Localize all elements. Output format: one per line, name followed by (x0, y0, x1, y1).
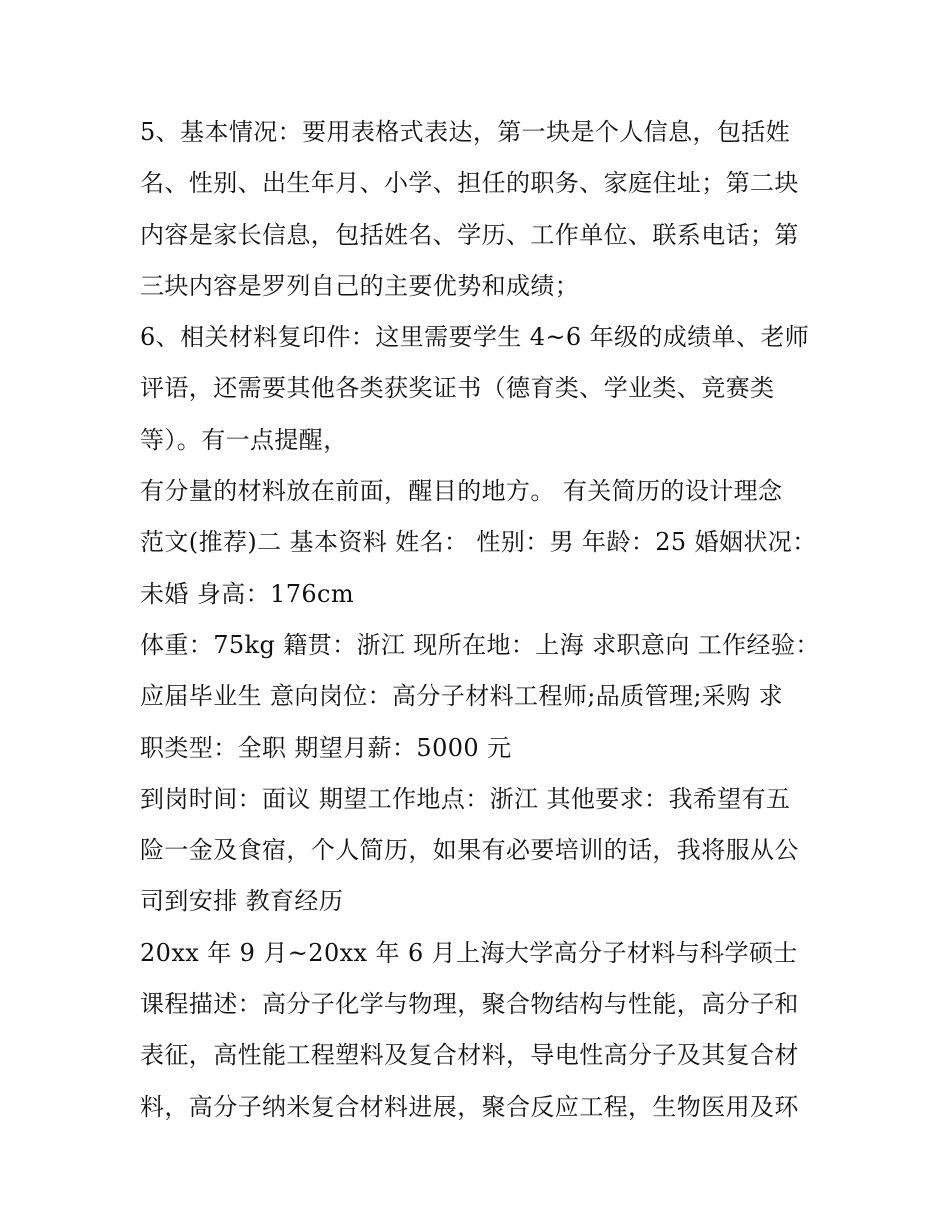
body-text (140, 107, 820, 1133)
text-line: 20xx 年 9 月~20xx 年 6 月上海大学高分子材料与科学硕士 (140, 938, 798, 967)
text-line: 三块内容是罗列自己的主要优势和成绩； (140, 271, 580, 300)
text-line: 表征，高性能工程塑料及复合材料，导电性高分子及其复合材 (140, 1041, 799, 1070)
text-line: 等）。有一点提醒， (140, 425, 348, 454)
text-line: 应届毕业生 意向岗位：高分子材料工程师;品质管理;采购 求 (140, 682, 784, 711)
text-line: 名、性别、出生年月、小学、担任的职务、家庭住址；第二块 (140, 169, 799, 198)
text-line: 职类型：全职 期望月薪：5000 元 (140, 733, 512, 762)
text-line: 体重：75kg 籍贯：浙江 现所在地：上海 求职意向 工作经验： (140, 630, 820, 659)
text-line: 险一金及食宿，个人简历，如果有必要培训的话，我将服从公 (140, 836, 799, 865)
text-line: 6、相关材料复印件：这里需要学生 4~6 年级的成绩单、老师 (140, 323, 810, 352)
text-line: 到岗时间：面议 期望工作地点：浙江 其他要求：我希望有五 (140, 784, 791, 813)
text-line: 未婚 身高：176cm (140, 579, 355, 608)
text-line: 评语，还需要其他各类获奖证书（德育类、学业类、竞赛类 (140, 374, 775, 403)
text-line: 范文(推荐)二 基本资料 姓名： 性别：男 年龄：25 婚姻状况： (140, 528, 817, 557)
text-line: 司到安排 教育经历 (140, 887, 344, 916)
text-line: 内容是家长信息，包括姓名、学历、工作单位、联系电话；第 (140, 220, 799, 249)
text-line: 料，高分子纳米复合材料进展，聚合反应工程，生物医用及环 (140, 1092, 799, 1121)
text-line: 5、基本情况：要用表格式表达，第一块是个人信息，包括姓 (140, 118, 791, 146)
text-line: 有分量的材料放在前面，醒目的地方。 有关简历的设计理念 (140, 477, 783, 506)
text-line: 课程描述：高分子化学与物理，聚合物结构与性能，高分子和 (140, 990, 799, 1019)
